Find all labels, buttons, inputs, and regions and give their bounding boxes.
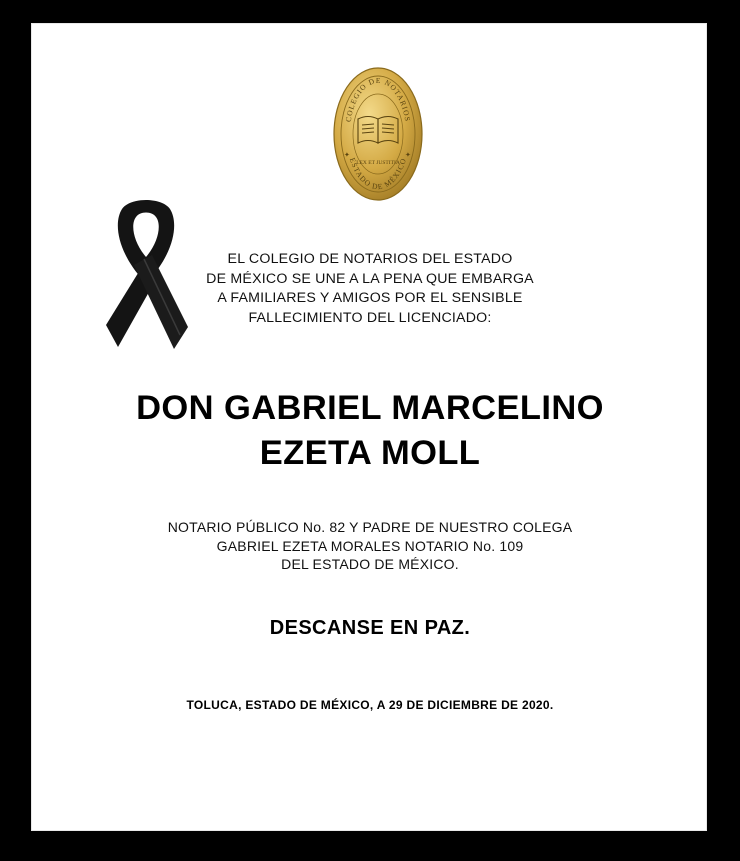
closing-text: DESCANSE EN PAZ. bbox=[269, 617, 471, 639]
intro-line: EL COLEGIO DE NOTARIOS DEL ESTADO bbox=[227, 251, 513, 267]
detail-line: NOTARIO PÚBLICO No. 82 Y PADRE DE NUESTRO COLEGA bbox=[167, 519, 573, 535]
seal-motto: LEX ET JUSTITIA bbox=[356, 160, 400, 166]
name-line: DON GABRIEL MARCELINO bbox=[136, 389, 604, 427]
detail-line: GABRIEL EZETA MORALES NOTARIO No. 109 bbox=[216, 537, 524, 554]
svg-text:✦: ✦ bbox=[405, 152, 411, 159]
detail-line: DEL ESTADO DE MÉXICO. bbox=[281, 556, 459, 572]
seal-bottom-text: ESTADO DE MÉXICO bbox=[347, 156, 409, 192]
mourning-ribbon-icon bbox=[100, 195, 192, 353]
intro-line: DE MÉXICO SE UNE A LA PENA QUE EMBARGA bbox=[206, 270, 534, 287]
intro-line: FALLECIMIENTO DEL LICENCIADO: bbox=[248, 309, 492, 326]
svg-text:✦: ✦ bbox=[344, 152, 350, 159]
intro-text bbox=[190, 250, 550, 328]
deceased-details bbox=[120, 518, 620, 574]
intro-line: A FAMILIARES Y AMIGOS POR EL SENSIBLE bbox=[217, 290, 523, 306]
place-and-date: TOLUCA, ESTADO DE MÉXICO, A 29 DE DICIEMBRE DE 2020. bbox=[186, 698, 554, 712]
deceased-name bbox=[60, 386, 680, 476]
notary-college-seal-icon bbox=[333, 67, 423, 201]
seal-top-text: COLEGIO DE NOTARIOS bbox=[343, 75, 413, 123]
name-line: EZETA MOLL bbox=[259, 434, 481, 472]
